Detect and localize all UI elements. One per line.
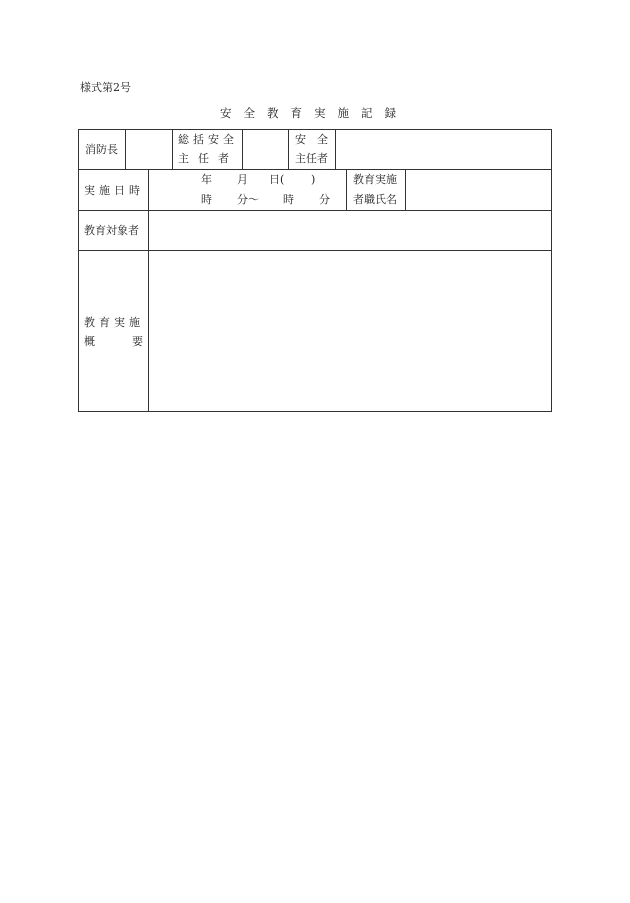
year-label: 年 [201, 173, 212, 186]
general-safety-manager-label-line2: 主任者 [178, 152, 238, 165]
target-label: 教育対象者 [84, 224, 139, 237]
start-hour-label: 時 [201, 193, 212, 206]
summary-label-cell [78, 250, 149, 412]
fire-chief-label: 消防長 [85, 143, 118, 156]
instructor-label-line2: 者職氏名 [353, 193, 397, 206]
document-title: 安全教育実施記録 [220, 106, 408, 120]
safety-manager-label-line2: 主任者 [295, 152, 328, 165]
weekday-close-label: ) [311, 173, 316, 186]
fire-chief-label-cell [78, 129, 126, 170]
general-safety-manager-stamp-cell[interactable] [242, 129, 289, 170]
summary-label-line2-part2: 要 [132, 335, 143, 348]
instructor-label-cell [346, 169, 406, 211]
instructor-value-cell[interactable] [405, 169, 552, 211]
start-minute-label: 分～ [237, 193, 259, 206]
end-hour-label: 時 [283, 193, 294, 206]
target-value-cell[interactable] [148, 210, 552, 251]
summary-label-line2-part1: 概 [84, 335, 95, 348]
safety-manager-label-line1: 安 全 [295, 133, 328, 146]
end-minute-label: 分 [319, 193, 330, 206]
safety-manager-stamp-cell[interactable] [335, 129, 552, 170]
datetime-label-cell [78, 169, 149, 211]
datetime-label: 実施日時 [84, 184, 144, 197]
target-label-cell [78, 210, 149, 251]
summary-label-line1: 教育実施 [84, 316, 144, 329]
day-label: 日( [269, 173, 285, 186]
general-safety-manager-label-cell [172, 129, 243, 170]
instructor-label-line1: 教育実施 [353, 173, 397, 186]
summary-value-cell[interactable] [148, 250, 552, 412]
general-safety-manager-label-line1: 総括安全 [178, 133, 238, 146]
form-number: 様式第2号 [80, 81, 131, 94]
datetime-value-cell[interactable] [148, 169, 347, 211]
fire-chief-stamp-cell[interactable] [125, 129, 173, 170]
safety-manager-label-cell [288, 129, 336, 170]
month-label: 月 [237, 173, 248, 186]
